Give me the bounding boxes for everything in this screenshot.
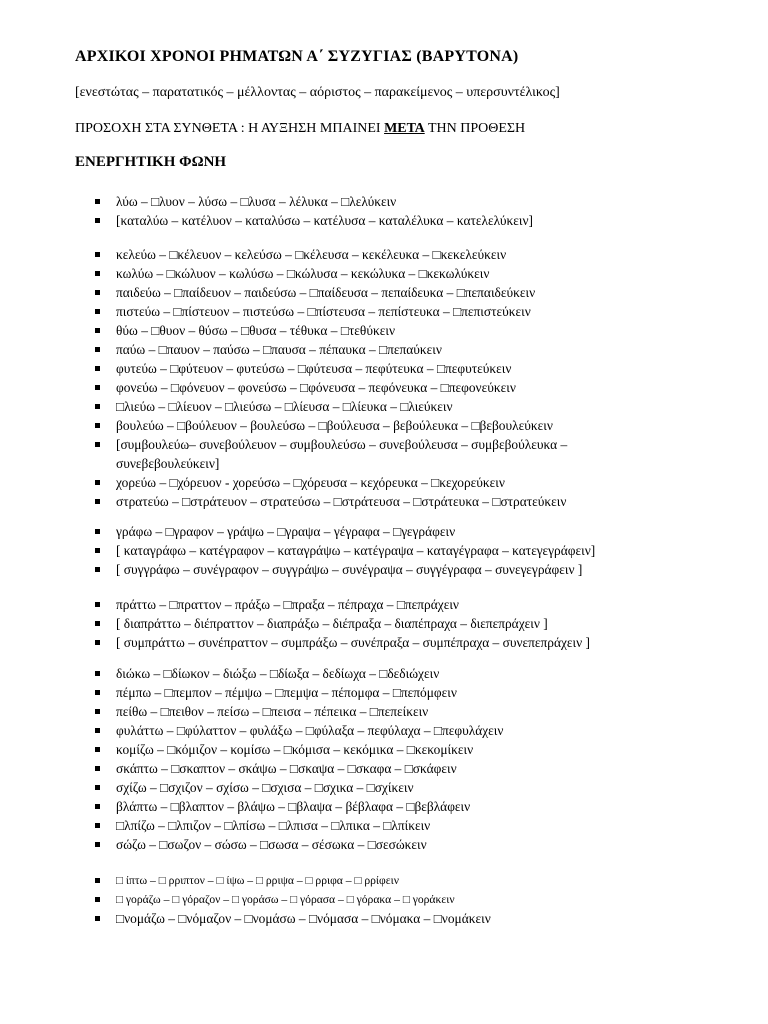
bullet-icon: [95, 916, 100, 921]
list-item: [0, 245, 768, 264]
verb-forms: □ γοράζω – □ γόραζον – □ γοράσω – □ γόρασα – □ γόρακα – □ γοράκειν: [116, 893, 455, 906]
bullet-icon: [95, 252, 100, 257]
list-item: [0, 890, 768, 909]
verb-forms: παιδεύω – □παίδευον – παιδεύσω – □παίδευσα – πεπαίδευκα – □πεπαιδεύκειν: [116, 285, 536, 300]
bullet-icon: [95, 602, 100, 607]
bullet-icon: [95, 671, 100, 676]
list-item: [0, 492, 768, 511]
verb-forms: πείθω – □πειθον – πείσω – □πεισα – πέπεικα – □πεπείκειν: [116, 704, 429, 719]
bullet-icon: [95, 366, 100, 371]
bullet-icon: [95, 199, 100, 204]
list-item: [0, 797, 768, 816]
list-item: [0, 560, 768, 579]
list-item: [0, 283, 768, 302]
verb-forms: φυλάττω – □φύλαττον – φυλάξω – □φύλαξα – πεφύλαχα – □πεφυλάχειν: [116, 723, 504, 738]
verb-list: [0, 245, 768, 511]
verb-forms: πέμπω – □πεμπον – πέμψω – □πεμψα – πέπομφα – □πεπόμφειν: [116, 685, 457, 700]
verb-forms: κελεύω – □κέλευον – κελεύσω – □κέλευσα – κεκέλευκα – □κεκελεύκειν: [116, 247, 507, 262]
list-item: [0, 633, 768, 652]
verb-forms: [ συγγράφω – συνέγραφον – συγγράψω – συνέγραψα – συγγέγραφα – συνεγεγράφειν ]: [116, 562, 583, 577]
list-item: [0, 192, 768, 211]
verb-forms: γράφω – □γραφον – γράψω – □γραψα – γέγραφα – □γεγράφειν: [116, 524, 456, 539]
bullet-icon: [95, 271, 100, 276]
verb-forms: □λιεύω – □λίευον – □λιεύσω – □λίευσα – □λίευκα – □λιεύκειν: [116, 399, 453, 414]
bullet-icon: [95, 842, 100, 847]
list-item: [0, 359, 768, 378]
verb-forms: βουλεύω – □βούλευον – βουλεύσω – □βούλευσα – βεβούλευκα – □βεβουλεύκειν: [116, 418, 553, 433]
verb-list: [0, 192, 768, 230]
verb-forms: [ διαπράττω – διέπραττον – διαπράξω – διέπραξα – διαπέπραχα – διεπεπράχειν ]: [116, 616, 548, 631]
verb-forms: φονεύω – □φόνευον – φονεύσω – □φόνευσα – πεφόνευκα – □πεφονεύκειν: [116, 380, 516, 395]
bullet-icon: [95, 567, 100, 572]
verb-forms: [καταλύω – κατέλυον – καταλύσω – κατέλυσα – καταλέλυκα – κατελελύκειν]: [116, 213, 533, 228]
bullet-icon: [95, 442, 100, 447]
list-item: [0, 522, 768, 541]
list-item: [0, 378, 768, 397]
bullet-icon: [95, 480, 100, 485]
verb-forms: □νομάζω – □νόμαζον – □νομάσω – □νόμασα – □νόμακα – □νομάκειν: [116, 911, 491, 926]
list-item: [0, 321, 768, 340]
note-emphasis: ΜΕΤΑ: [384, 121, 425, 136]
bullet-icon: [95, 404, 100, 409]
bullet-icon: [95, 747, 100, 752]
bullet-icon: [95, 640, 100, 645]
bullet-icon: [95, 309, 100, 314]
bullet-icon: [95, 347, 100, 352]
list-item: [0, 473, 768, 492]
bullet-icon: [95, 423, 100, 428]
verb-forms: βλάπτω – □βλαπτον – βλάψω – □βλαψα – βέβλαφα – □βεβλάφειν: [116, 799, 471, 814]
bullet-icon: [95, 328, 100, 333]
verb-forms: □λπίζω – □λπιζον – □λπίσω – □λπισα – □λπικα – □λπίκειν: [116, 818, 431, 833]
bullet-icon: [95, 766, 100, 771]
bullet-icon: [95, 529, 100, 534]
list-item: [0, 871, 768, 890]
bullet-icon: [95, 499, 100, 504]
list-item: [0, 211, 768, 230]
verb-forms: [ συμπράττω – συνέπραττον – συμπράξω – συνέπραξα – συμπέπραχα – συνεπεπράχειν ]: [116, 635, 590, 650]
verb-list: [0, 595, 768, 652]
tenses-line: [ενεστώτας – παρατατικός – μέλλοντας – αόριστος – παρακείμενος – υπερσυντέλικος]: [75, 85, 560, 100]
bullet-icon: [95, 218, 100, 223]
list-item: [0, 759, 768, 778]
section-heading: ΕΝΕΡΓΗΤΙΚΗ ΦΩΝΗ: [75, 154, 227, 170]
list-item: [0, 835, 768, 854]
note-line: [75, 121, 525, 137]
page-title: ΑΡΧΙΚΟΙ ΧΡΟΝΟΙ ΡΗΜΑΤΩΝ Α΄ ΣΥΖΥΓΙΑΣ (ΒΑΡΥΤΟΝΑ): [75, 48, 519, 65]
verb-forms: λύω – □λυον – λύσω – □λυσα – λέλυκα – □λελύκειν: [116, 194, 397, 209]
verb-forms: διώκω – □δίωκον – διώξω – □δίωξα – δεδίωχα – □δεδιώχειν: [116, 666, 440, 681]
verb-forms: σκάπτω – □σκαπτον – σκάψω – □σκαψα – □σκαφα – □σκάφειν: [116, 761, 457, 776]
verb-forms: παύω – □παυον – παύσω – □παυσα – πέπαυκα – □πεπαύκειν: [116, 342, 442, 357]
verb-list: [0, 522, 768, 579]
list-item: [0, 614, 768, 633]
list-item: [0, 721, 768, 740]
list-item: [0, 416, 768, 435]
verb-forms: θύω – □θυον – θύσω – □θυσα – τέθυκα – □τεθύκειν: [116, 323, 395, 338]
verb-forms: [συμβουλεύω– συνεβούλευον – συμβουλεύσω – συνεβούλευσα – συμβεβούλευκα – συνεβεβουλεύκειν]: [116, 437, 568, 471]
list-item: [0, 595, 768, 614]
verb-forms: κωλύω – □κώλυον – κωλύσω – □κώλυσα – κεκώλυκα – □κεκωλύκειν: [116, 266, 490, 281]
bullet-icon: [95, 728, 100, 733]
bullet-icon: [95, 709, 100, 714]
list-item: [0, 541, 768, 560]
verb-forms: κομίζω – □κόμιζον – κομίσω – □κόμισα – κεκόμικα – □κεκομίκειν: [116, 742, 474, 757]
verb-forms: σχίζω – □σχιζον – σχίσω – □σχισα – □σχικα – □σχίκειν: [116, 780, 414, 795]
list-item: [0, 778, 768, 797]
list-item: [0, 909, 768, 928]
list-item: [0, 702, 768, 721]
list-item: [0, 664, 768, 683]
list-item: [0, 397, 768, 416]
bullet-icon: [95, 897, 100, 902]
list-item: [0, 435, 768, 473]
list-item: [0, 302, 768, 321]
bullet-icon: [95, 548, 100, 553]
verb-forms: [ καταγράφω – κατέγραφον – καταγράψω – κατέγραψα – καταγέγραφα – κατεγεγράφειν]: [116, 543, 596, 558]
verb-forms: σώζω – □σωζον – σώσω – □σωσα – σέσωκα – □σεσώκειν: [116, 837, 427, 852]
note-after: ΤΗΝ ΠΡΟΘΕΣΗ: [424, 121, 526, 136]
list-item: [0, 816, 768, 835]
bullet-icon: [95, 823, 100, 828]
bullet-icon: [95, 690, 100, 695]
list-item: [0, 683, 768, 702]
note-before: ΠΡΟΣΟΧΗ ΣΤΑ ΣΥΝΘΕΤΑ : Η ΑΥΞΗΣΗ ΜΠΑΙΝΕΙ: [75, 121, 385, 136]
bullet-icon: [95, 385, 100, 390]
verb-forms: πράττω – □πραττον – πράξω – □πραξα – πέπραχα – □πεπράχειν: [116, 597, 459, 612]
verb-forms: □ ίπτω – □ ρριπτον – □ ίψω – □ ρριψα – □ ρριφα – □ ρρίφειν: [116, 874, 399, 887]
verb-list: [0, 664, 768, 854]
bullet-icon: [95, 878, 100, 883]
bullet-icon: [95, 290, 100, 295]
bullet-icon: [95, 785, 100, 790]
verb-list: [0, 871, 768, 928]
verb-forms: πιστεύω – □πίστευον – πιστεύσω – □πίστευσα – πεπίστευκα – □πεπιστεύκειν: [116, 304, 531, 319]
verb-forms: στρατεύω – □στράτευον – στρατεύσω – □στράτευσα – □στράτευκα – □στρατεύκειν: [116, 494, 567, 509]
verb-forms: φυτεύω – □φύτευον – φυτεύσω – □φύτευσα – πεφύτευκα – □πεφυτεύκειν: [116, 361, 512, 376]
list-item: [0, 740, 768, 759]
bullet-icon: [95, 804, 100, 809]
list-item: [0, 340, 768, 359]
list-item: [0, 264, 768, 283]
bullet-icon: [95, 621, 100, 626]
verb-forms: χορεύω – □χόρευον - χορεύσω – □χόρευσα – κεχόρευκα – □κεχορεύκειν: [116, 475, 505, 490]
